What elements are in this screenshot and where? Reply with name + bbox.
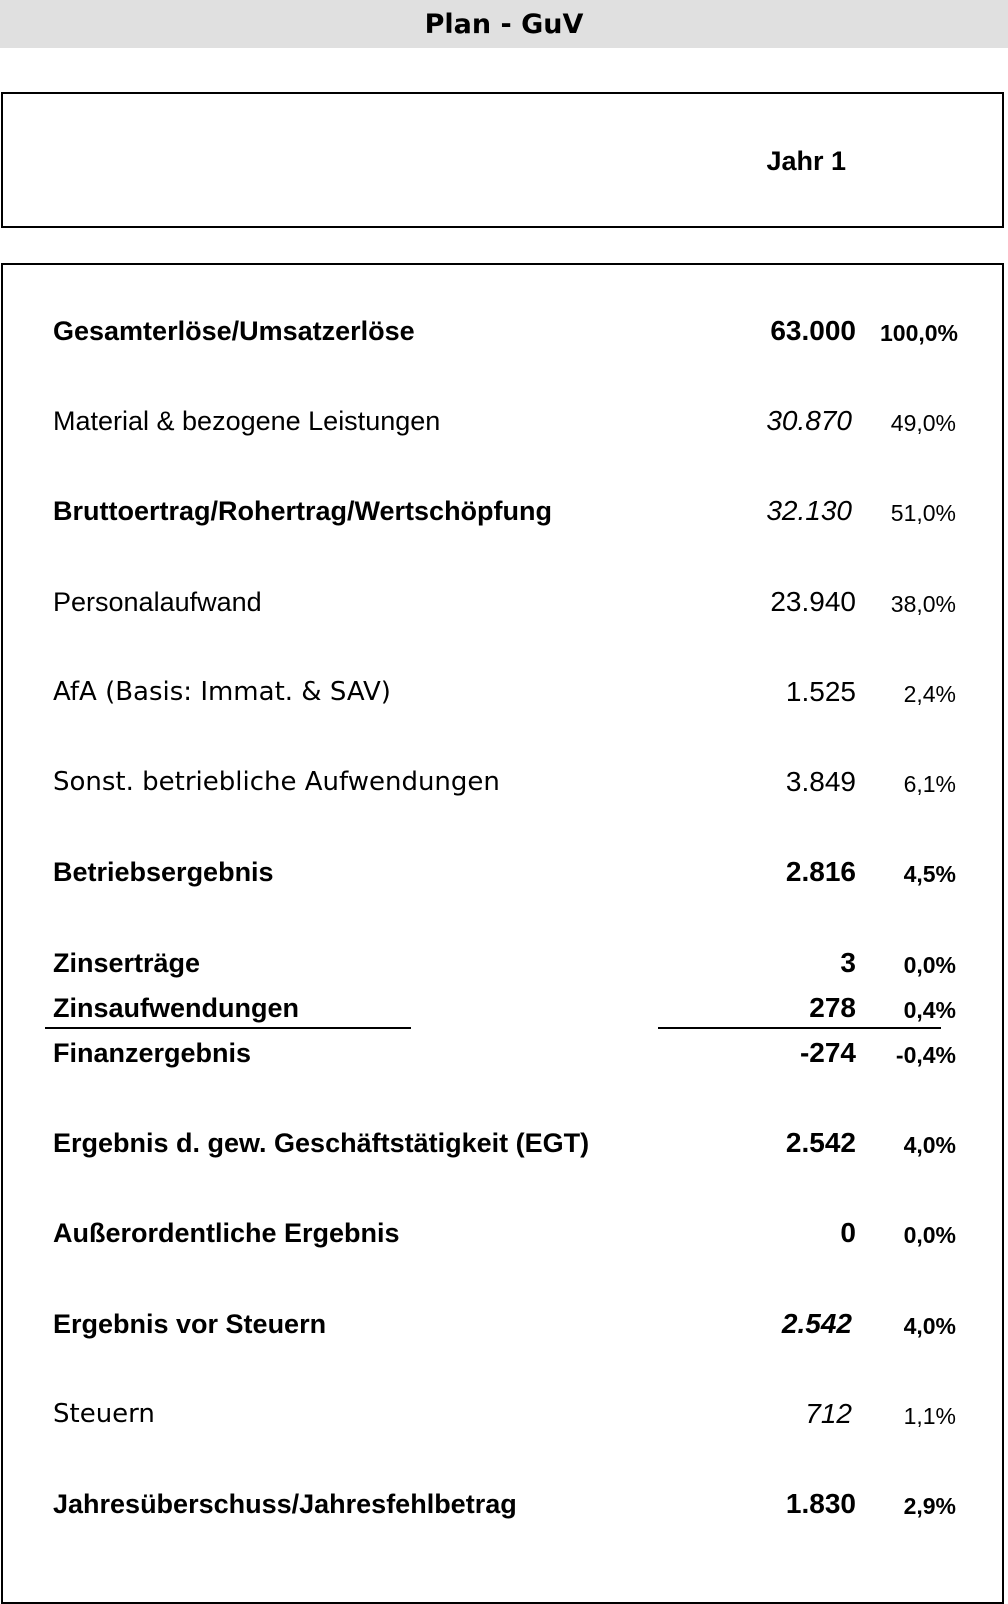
row-gesamterloese (3, 313, 1006, 349)
row-value: 1.830 (785, 1488, 856, 1519)
row-bruttoertrag (3, 493, 1006, 529)
row-material (3, 403, 1006, 439)
row-label: Personalaufwand (53, 587, 262, 617)
row-label: Material & bezogene Leistungen (53, 406, 441, 436)
row-label: Ergebnis vor Steuern (53, 1309, 327, 1339)
row-percent: 0,0% (903, 1222, 956, 1248)
row-percent: 4,5% (903, 861, 956, 887)
row-value: 1.525 (785, 676, 856, 707)
row-label: Ergebnis d. gew. Geschäftstätigkeit (EGT) (53, 1128, 590, 1158)
column-header-box (1, 92, 1004, 228)
row-finanzergebnis (3, 1035, 1006, 1071)
row-label: Bruttoertrag/Rohertrag/Wertschöpfung (53, 496, 553, 526)
row-value: 2.816 (785, 856, 856, 887)
row-percent: 2,9% (903, 1493, 956, 1519)
row-percent: 51,0% (890, 500, 956, 526)
row-label: Steuern (53, 1399, 155, 1429)
row-value: -274 (799, 1037, 856, 1068)
row-percent: 0,4% (903, 997, 956, 1023)
row-percent: 4,0% (903, 1313, 956, 1339)
row-value: 63.000 (770, 315, 856, 346)
row-value: 712 (805, 1398, 852, 1429)
row-label: Sonst. betriebliche Aufwendungen (53, 767, 500, 797)
row-percent: 4,0% (903, 1132, 956, 1158)
row-label: Zinsaufwendungen (53, 993, 299, 1023)
page-title: Plan - GuV (0, 0, 1008, 48)
row-egt (3, 1125, 1006, 1161)
row-value: 278 (809, 992, 856, 1023)
row-label: Gesamterlöse/Umsatzerlöse (53, 316, 415, 346)
row-label: AfA (Basis: Immat. & SAV) (53, 677, 391, 707)
row-label: Betriebsergebnis (53, 857, 274, 887)
row-percent: 100,0% (879, 320, 958, 346)
row-value: 3.849 (785, 766, 856, 797)
row-percent: 2,4% (903, 681, 956, 707)
row-ergebnis-vor-steuern (3, 1306, 1006, 1342)
row-percent: 6,1% (903, 771, 956, 797)
subtotal-rule-right (658, 1027, 941, 1029)
subtotal-rule-left (45, 1027, 411, 1029)
row-percent: 38,0% (890, 591, 956, 617)
row-value: 23.940 (770, 586, 856, 617)
row-value: 2.542 (785, 1127, 856, 1158)
row-sonstige-aufwendungen (3, 764, 1006, 800)
row-percent: 1,1% (903, 1403, 956, 1429)
row-value: 32.130 (766, 495, 852, 526)
row-label: Finanzergebnis (53, 1038, 252, 1068)
row-jahresueberschuss (3, 1486, 1006, 1522)
row-percent: 49,0% (890, 410, 956, 436)
row-afa (3, 674, 1006, 710)
row-steuern (3, 1396, 1006, 1432)
income-statement-table (1, 263, 1004, 1604)
row-value: 0 (840, 1217, 856, 1248)
row-value: 3 (840, 947, 856, 978)
row-value: 2.542 (781, 1308, 852, 1339)
row-personalaufwand (3, 584, 1006, 620)
row-ausserordentliches-ergebnis (3, 1215, 1006, 1251)
row-zinsaufwendungen (3, 990, 1006, 1026)
row-betriebsergebnis (3, 854, 1006, 890)
row-value: 30.870 (766, 405, 852, 436)
row-percent: 0,0% (903, 952, 956, 978)
row-label: Außerordentliche Ergebnis (53, 1218, 400, 1248)
row-percent: -0,4% (895, 1042, 956, 1068)
row-label: Zinserträge (53, 948, 201, 978)
row-label: Jahresüberschuss/Jahresfehlbetrag (53, 1489, 517, 1519)
row-zinsertraege (3, 945, 1006, 981)
year-column-header: Jahr 1 (766, 146, 846, 176)
